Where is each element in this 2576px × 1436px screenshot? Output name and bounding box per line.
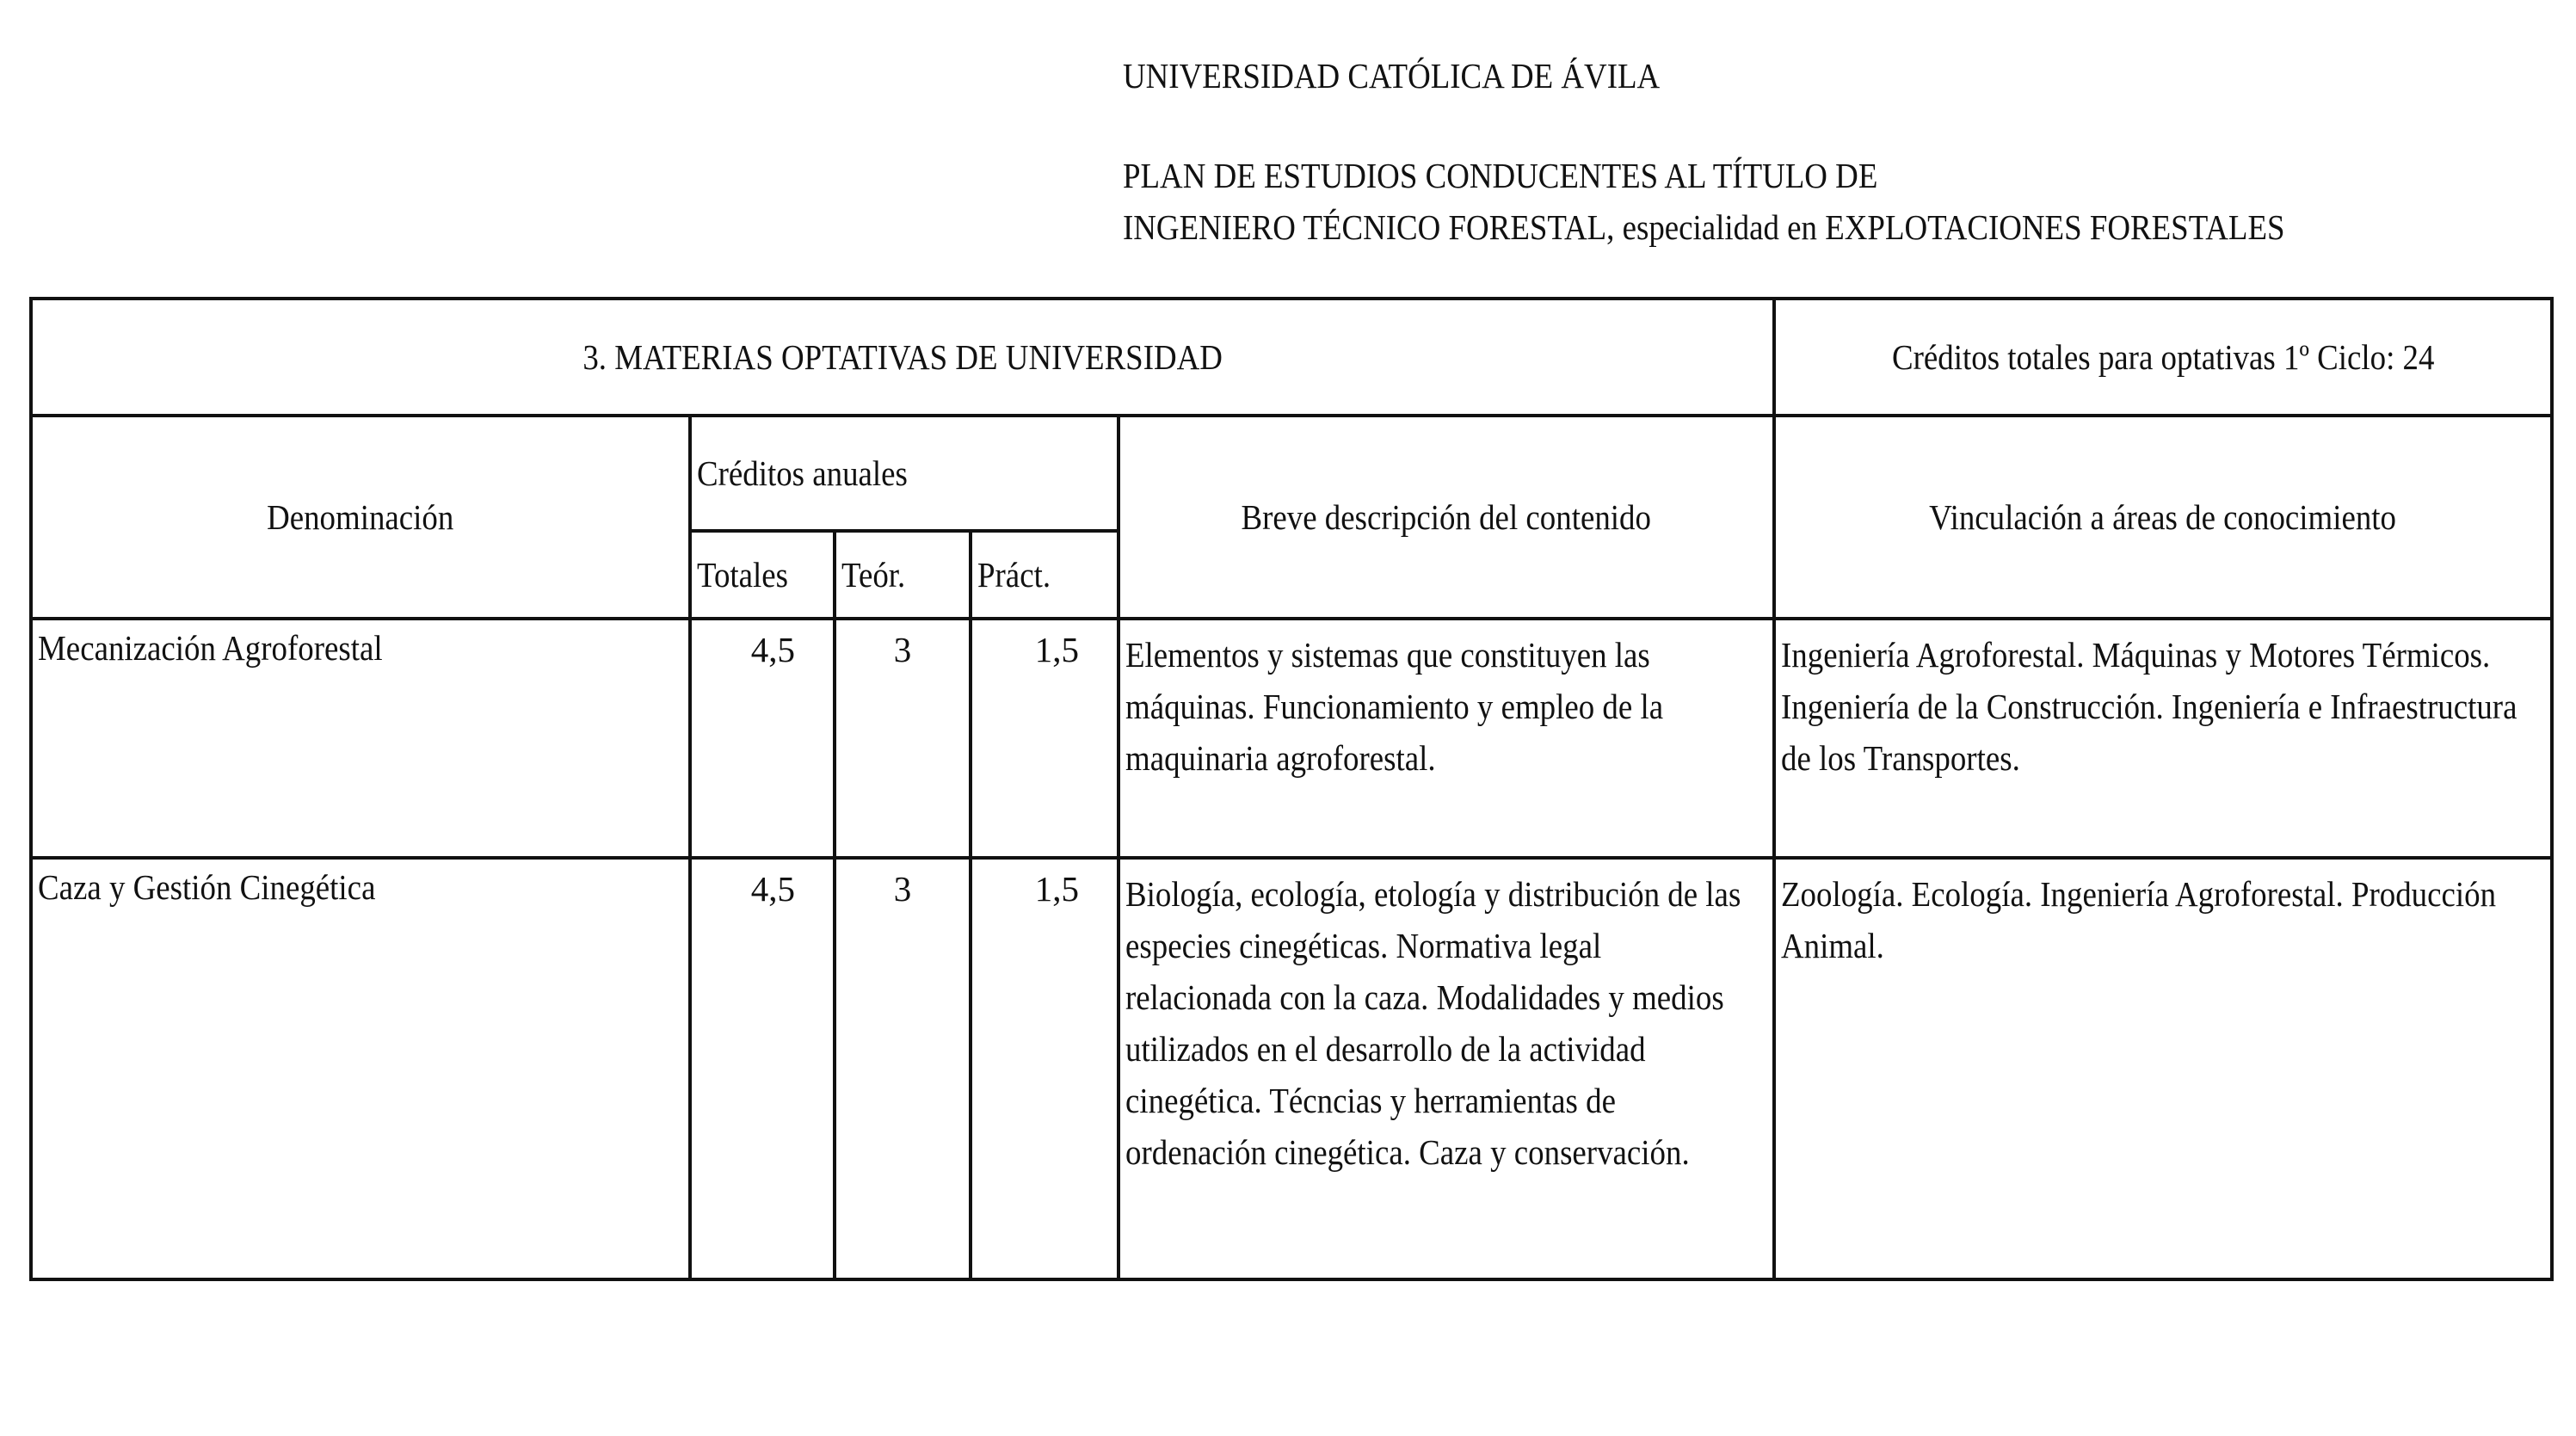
plan-title-line-1: PLAN DE ESTUDIOS CONDUCENTES AL TÍTULO DE <box>1123 156 1878 195</box>
descripcion-line: relacionada con la caza. Modalidades y medios <box>1125 977 1724 1017</box>
denominacion-header-label: Denominación <box>267 497 454 537</box>
table-header-row-1 <box>31 416 2552 531</box>
descripcion-cell <box>1119 858 1774 1279</box>
teor-value: 3 <box>893 630 912 669</box>
creditos-anuales-label: Créditos anuales <box>697 453 908 493</box>
section-title: 3. MATERIAS OPTATIVAS DE UNIVERSIDAD <box>582 337 1223 377</box>
descripcion-line: Elementos y sistemas que constituyen las <box>1125 635 1650 675</box>
pract-value: 1,5 <box>1034 869 1079 909</box>
vinculacion-line: Animal. <box>1781 926 1884 965</box>
teor-cell <box>835 619 971 858</box>
totales-header-label: Totales <box>697 555 789 595</box>
pract-value: 1,5 <box>1034 630 1079 669</box>
pract-header <box>971 531 1119 619</box>
vinculacion-line: Ingeniería de la Construcción. Ingeniería e Infraestructura <box>1781 687 2517 726</box>
vinculacion-cell <box>1774 619 2552 858</box>
vinculacion-line: Zoología. Ecología. Ingeniería Agroforestal. Producción <box>1781 874 2497 914</box>
vinculacion-header-label: Vinculación a áreas de conocimiento <box>1929 497 2397 537</box>
descripcion-cell <box>1119 619 1774 858</box>
denominacion-header <box>31 416 690 619</box>
totales-value: 4,5 <box>750 630 795 669</box>
denominacion-cell <box>31 619 690 858</box>
descripcion-line: especies cinegéticas. Normativa legal <box>1125 926 1602 965</box>
table-row <box>31 619 2552 858</box>
teor-header-label: Teór. <box>841 555 906 595</box>
descripcion-header-label: Breve descripción del contenido <box>1241 497 1652 537</box>
teor-cell <box>835 858 971 1279</box>
descripcion-header <box>1119 416 1774 619</box>
denominacion-cell <box>31 858 690 1279</box>
table-row <box>31 858 2552 1279</box>
vinculacion-line: de los Transportes. <box>1781 738 2020 778</box>
descripcion-line: ordenación cinegética. Caza y conservación. <box>1125 1132 1690 1172</box>
optional-subjects-table <box>29 297 2554 1281</box>
section-title-cell <box>31 299 1774 416</box>
teor-header <box>835 531 971 619</box>
totales-header <box>690 531 835 619</box>
pract-header-label: Práct. <box>977 555 1051 595</box>
vinculacion-line: Ingeniería Agroforestal. Máquinas y Motores Térmicos. <box>1781 635 2491 675</box>
descripcion-line: Biología, ecología, etología y distribución de las <box>1125 874 1741 914</box>
document-header <box>1123 50 2414 253</box>
descripcion-line: maquinaria agroforestal. <box>1125 738 1436 778</box>
table-title-row <box>31 299 2552 416</box>
university-name: UNIVERSIDAD CATÓLICA DE ÁVILA <box>1123 56 1661 96</box>
subject-name: Mecanización Agroforestal <box>38 628 383 668</box>
subject-name: Caza y Gestión Cinegética <box>38 867 376 907</box>
totales-cell <box>690 619 835 858</box>
creditos-anuales-header <box>690 416 1119 531</box>
descripcion-line: utilizados en el desarrollo de la actividad <box>1125 1029 1646 1069</box>
pract-cell <box>971 619 1119 858</box>
descripcion-line: máquinas. Funcionamiento y empleo de la <box>1125 687 1664 726</box>
descripcion-line: cinegética. Técncias y herramientas de <box>1125 1081 1616 1120</box>
teor-value: 3 <box>893 869 912 909</box>
vinculacion-cell <box>1774 858 2552 1279</box>
vinculacion-header <box>1774 416 2552 619</box>
total-credits-cell <box>1774 299 2552 416</box>
plan-title-line-2: INGENIERO TÉCNICO FORESTAL, especialidad en EXPLOTACIONES FORESTALES <box>1123 207 2285 247</box>
totales-value: 4,5 <box>750 869 795 909</box>
total-credits: Créditos totales para optativas 1º Ciclo: 24 <box>1891 337 2435 377</box>
pract-cell <box>971 858 1119 1279</box>
totales-cell <box>690 858 835 1279</box>
